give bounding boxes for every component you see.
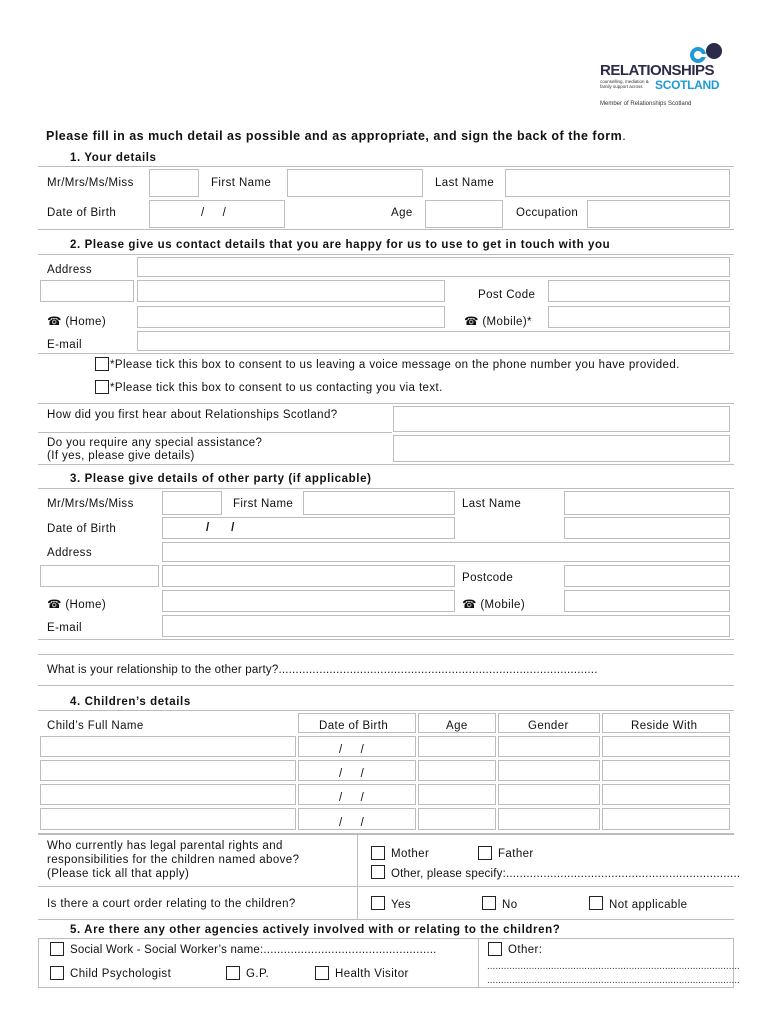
postcode-label: Post Code (478, 289, 536, 301)
intro-instruction: Please fill in as much detail as possible and as appropriate, and sign the back of the form (46, 129, 623, 143)
other-parent-checkbox[interactable] (371, 865, 385, 879)
relationship-question[interactable]: What is your relationship to the other party?.............................................................................................. (47, 664, 598, 676)
section5-heading: 5. Are there any other agencies actively involved with or relating to the children? (70, 924, 561, 936)
party-home-phone-label: ☎ (Home) (47, 599, 107, 611)
address-side-cell (40, 280, 134, 302)
party-address-label: Address (47, 547, 92, 559)
email-field[interactable] (137, 331, 730, 351)
home-phone-field[interactable] (137, 306, 445, 328)
child-name-field[interactable] (40, 736, 296, 757)
party-title-field[interactable] (162, 491, 222, 515)
logo-brand-line2: SCOTLAND (655, 78, 720, 92)
party-address-side-cell (40, 565, 159, 587)
mobile-phone-field[interactable] (548, 306, 730, 328)
last-name-field[interactable] (505, 169, 730, 197)
party-address-field-1[interactable] (162, 542, 730, 562)
other-parent-label: Other, please specify:..................................................................... (391, 868, 741, 880)
court-no-checkbox[interactable] (482, 896, 496, 910)
first-name-field[interactable] (287, 169, 423, 197)
child-psychologist-label: Child Psychologist (70, 968, 172, 980)
social-work-checkbox[interactable] (50, 942, 64, 956)
father-checkbox[interactable] (478, 846, 492, 860)
party-mobile-phone-field[interactable] (564, 590, 730, 612)
text-consent-text: *Please tick this box to consent to us contacting you via text. (110, 382, 443, 394)
child-gender-field[interactable] (498, 784, 600, 805)
home-phone-label: ☎ (Home) (47, 316, 107, 328)
children-gender-header: Gender (528, 720, 569, 732)
hear-about-label: How did you first hear about Relationships Scotland? (47, 409, 338, 421)
parental-divider (357, 834, 358, 886)
child-dob-slashes: / / (339, 792, 365, 804)
address-label: Address (47, 264, 92, 276)
logo-brand-line1: RELATIONSHIPS (600, 62, 715, 79)
occupation-label: Occupation (516, 207, 579, 219)
child-gender-field[interactable] (498, 736, 600, 757)
children-dob-header: Date of Birth (319, 720, 389, 732)
party-dob-side-field[interactable] (564, 517, 730, 539)
first-name-label: First Name (211, 177, 272, 189)
party-last-name-field[interactable] (564, 491, 730, 515)
dob-label: Date of Birth (47, 207, 117, 219)
social-work-label: Social Work - Social Worker’s name:................................................... (70, 944, 437, 956)
child-dob-slashes: / / (339, 744, 365, 756)
voice-consent-checkbox[interactable] (95, 357, 109, 371)
health-visitor-label: Health Visitor (335, 968, 409, 980)
occupation-field[interactable] (587, 200, 730, 228)
party-email-field[interactable] (162, 615, 730, 637)
address-field-1[interactable] (137, 257, 730, 277)
assistance-label-2: (If yes, please give details) (47, 450, 195, 462)
other-agency-line-1[interactable]: ........................................................................................... (487, 961, 740, 972)
court-divider (38, 886, 734, 887)
other-agency-checkbox[interactable] (488, 942, 502, 956)
child-dob-slashes: / / (339, 817, 365, 829)
question-divider (38, 432, 392, 433)
section1-heading: 1. Your details (70, 152, 157, 164)
assistance-field[interactable] (393, 435, 730, 462)
court-na-label: Not applicable (609, 899, 688, 911)
mother-checkbox[interactable] (371, 846, 385, 860)
children-name-header: Child’s Full Name (47, 720, 144, 732)
child-name-field[interactable] (40, 808, 296, 830)
child-name-field[interactable] (40, 760, 296, 781)
court-no-label: No (502, 899, 518, 911)
parental-question-1: Who currently has legal parental rights and (47, 840, 283, 852)
child-psychologist-checkbox[interactable] (50, 966, 64, 980)
party-dob-label: Date of Birth (47, 523, 117, 535)
title-field[interactable] (149, 169, 199, 197)
title-label: Mr/Mrs/Ms/Miss (47, 177, 134, 189)
court-yes-checkbox[interactable] (371, 896, 385, 910)
court-na-checkbox[interactable] (589, 896, 603, 910)
child-reside-field[interactable] (602, 784, 730, 805)
section4-heading: 4. Children’s details (70, 696, 191, 708)
court-order-question: Is there a court order relating to the children? (47, 898, 296, 910)
children-age-header: Age (446, 720, 468, 732)
other-agency-label: Other: (508, 944, 543, 956)
logo-member-text: Member of Relationships Scotland (600, 101, 692, 107)
child-name-field[interactable] (40, 784, 296, 805)
party-mobile-phone-label: ☎ (Mobile) (462, 599, 526, 611)
address-field-2[interactable] (137, 280, 445, 302)
intro-period: . (622, 129, 627, 143)
party-postcode-label: Postcode (462, 572, 514, 584)
text-consent-checkbox[interactable] (95, 380, 109, 394)
party-first-name-field[interactable] (303, 491, 455, 515)
mobile-phone-label: ☎ (Mobile)* (464, 316, 532, 328)
party-dob-slashes: / / (206, 522, 235, 534)
mother-label: Mother (391, 848, 430, 860)
party-title-label: Mr/Mrs/Ms/Miss (47, 498, 134, 510)
postcode-field[interactable] (548, 280, 730, 302)
child-age-field[interactable] (418, 760, 496, 781)
party-first-name-label: First Name (233, 498, 294, 510)
age-field[interactable] (425, 200, 503, 228)
health-visitor-checkbox[interactable] (315, 966, 329, 980)
child-reside-field[interactable] (602, 808, 730, 830)
hear-about-field[interactable] (393, 406, 730, 432)
children-reside-header: Reside With (631, 720, 698, 732)
other-agency-line-2[interactable]: ........................................................................................... (487, 975, 740, 986)
section3-heading: 3. Please give details of other party (if applicable) (70, 473, 372, 485)
party-postcode-field[interactable] (564, 565, 730, 587)
logo-mark-icon (688, 42, 724, 64)
party-address-field-2[interactable] (162, 565, 455, 587)
father-label: Father (498, 848, 534, 860)
court-yes-label: Yes (391, 899, 411, 911)
child-dob-slashes: / / (339, 768, 365, 780)
section2-heading: 2. Please give us contact details that you are happy for us to use to get in touch with you (70, 239, 611, 251)
child-age-field[interactable] (418, 736, 496, 757)
email-label: E-mail (47, 339, 82, 351)
last-name-label: Last Name (435, 177, 495, 189)
court-col-divider (357, 886, 358, 920)
party-email-label: E-mail (47, 622, 82, 634)
child-reside-field[interactable] (602, 736, 730, 757)
gp-label: G.P. (246, 968, 270, 980)
child-gender-field[interactable] (498, 808, 600, 830)
party-home-phone-field[interactable] (162, 590, 455, 612)
child-age-field[interactable] (418, 808, 496, 830)
assistance-label-1: Do you require any special assistance? (47, 437, 263, 449)
gp-checkbox[interactable] (226, 966, 240, 980)
child-age-field[interactable] (418, 784, 496, 805)
parental-question-2: responsibilities for the children named above? (47, 854, 300, 866)
intro-text (46, 129, 626, 143)
logo-tagline: counselling, mediation & family support across (600, 79, 649, 89)
child-reside-field[interactable] (602, 760, 730, 781)
age-label: Age (391, 207, 413, 219)
child-gender-field[interactable] (498, 760, 600, 781)
parental-question-3: (Please tick all that apply) (47, 868, 190, 880)
voice-consent-text: *Please tick this box to consent to us leaving a voice message on the phone number you have provided. (110, 359, 680, 371)
dob-slashes: / / (201, 207, 227, 219)
party-last-name-label: Last Name (462, 498, 522, 510)
agencies-divider (478, 938, 479, 988)
